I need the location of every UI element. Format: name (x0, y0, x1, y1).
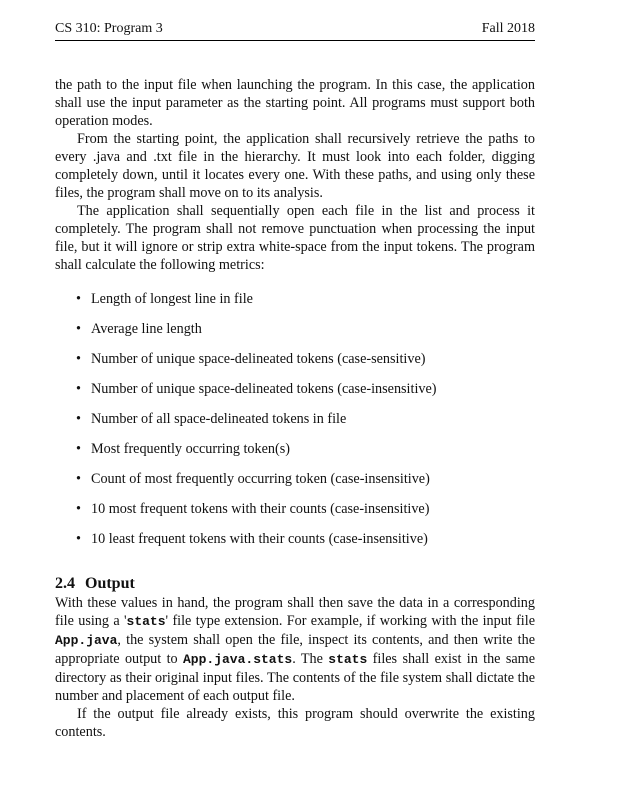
list-item: • 10 least frequent tokens with their counts (case-insensitive) (76, 531, 428, 547)
term-label: Fall 2018 (481, 21, 535, 36)
list-item: • Number of unique space-delineated tokens (case-insensitive) (76, 381, 437, 397)
code-stats-files: stats (328, 652, 368, 667)
bullet-icon: • (76, 351, 81, 367)
bullet-icon: • (76, 471, 81, 487)
list-item: • Most frequently occurring token(s) (76, 441, 290, 457)
list-item: • Length of longest line in file (76, 291, 253, 307)
list-item: • Average line length (76, 321, 202, 337)
section-number: 2.4 (55, 575, 75, 592)
bullet-icon: • (76, 321, 81, 337)
bullet-icon: • (76, 501, 81, 517)
code-stats: stats (126, 614, 166, 629)
paragraph-recursive-retrieve: From the starting point, the application shall recursively retrieve the paths to every .java and .txt file in the hierarchy. It must look into each folder, digging completely down, until it locates every one. With these paths, and using only these files, the program shall move on to its analysis. (55, 131, 535, 201)
section-title: Output (85, 575, 135, 592)
list-item: • Number of all space-delineated tokens in file (76, 411, 347, 427)
bullet-icon: • (76, 411, 81, 427)
paragraph-output: With these values in hand, the program shall then save the data in a corresponding file using a 'stats' file type extension. For example, if working with the input file App.java, the system shall open the file, inspect its contents, and then write the appropriate output to App.java.stats. The stats files shall exist in the same directory as their original input files. The contents of the file system shall dictate the number and placement of each output file. (55, 595, 535, 704)
bullet-icon: • (76, 441, 81, 457)
metrics-list (55, 290, 535, 560)
paragraph-operation-modes: the path to the input file when launching the program. In this case, the application shall use the input parameter as the starting point. All programs must support both operation modes. (55, 77, 535, 129)
bullet-icon: • (76, 531, 81, 547)
bullet-icon: • (76, 291, 81, 307)
paragraph-process-files: The application shall sequentially open each file in the list and process it completely. The program shall not remove punctuation when processing the input file, but it will ignore or strip extra white-space from the input tokens. The program shall calculate the following metrics: (55, 203, 535, 273)
list-item: • Number of unique space-delineated tokens (case-sensitive) (76, 351, 426, 367)
list-item: • Count of most frequently occurring token (case-insensitive) (76, 471, 430, 487)
paragraph-overwrite: If the output file already exists, this program should overwrite the existing contents. (55, 706, 535, 740)
course-label: CS 310: Program 3 (55, 21, 163, 36)
section-heading (55, 574, 535, 594)
code-app-java-stats: App.java.stats (182, 652, 293, 667)
list-item: • 10 most frequent tokens with their counts (case-insensitive) (76, 501, 430, 517)
bullet-icon: • (76, 381, 81, 397)
code-app-java: App.java (55, 633, 118, 648)
page-header (55, 18, 535, 41)
document-body (55, 76, 535, 741)
